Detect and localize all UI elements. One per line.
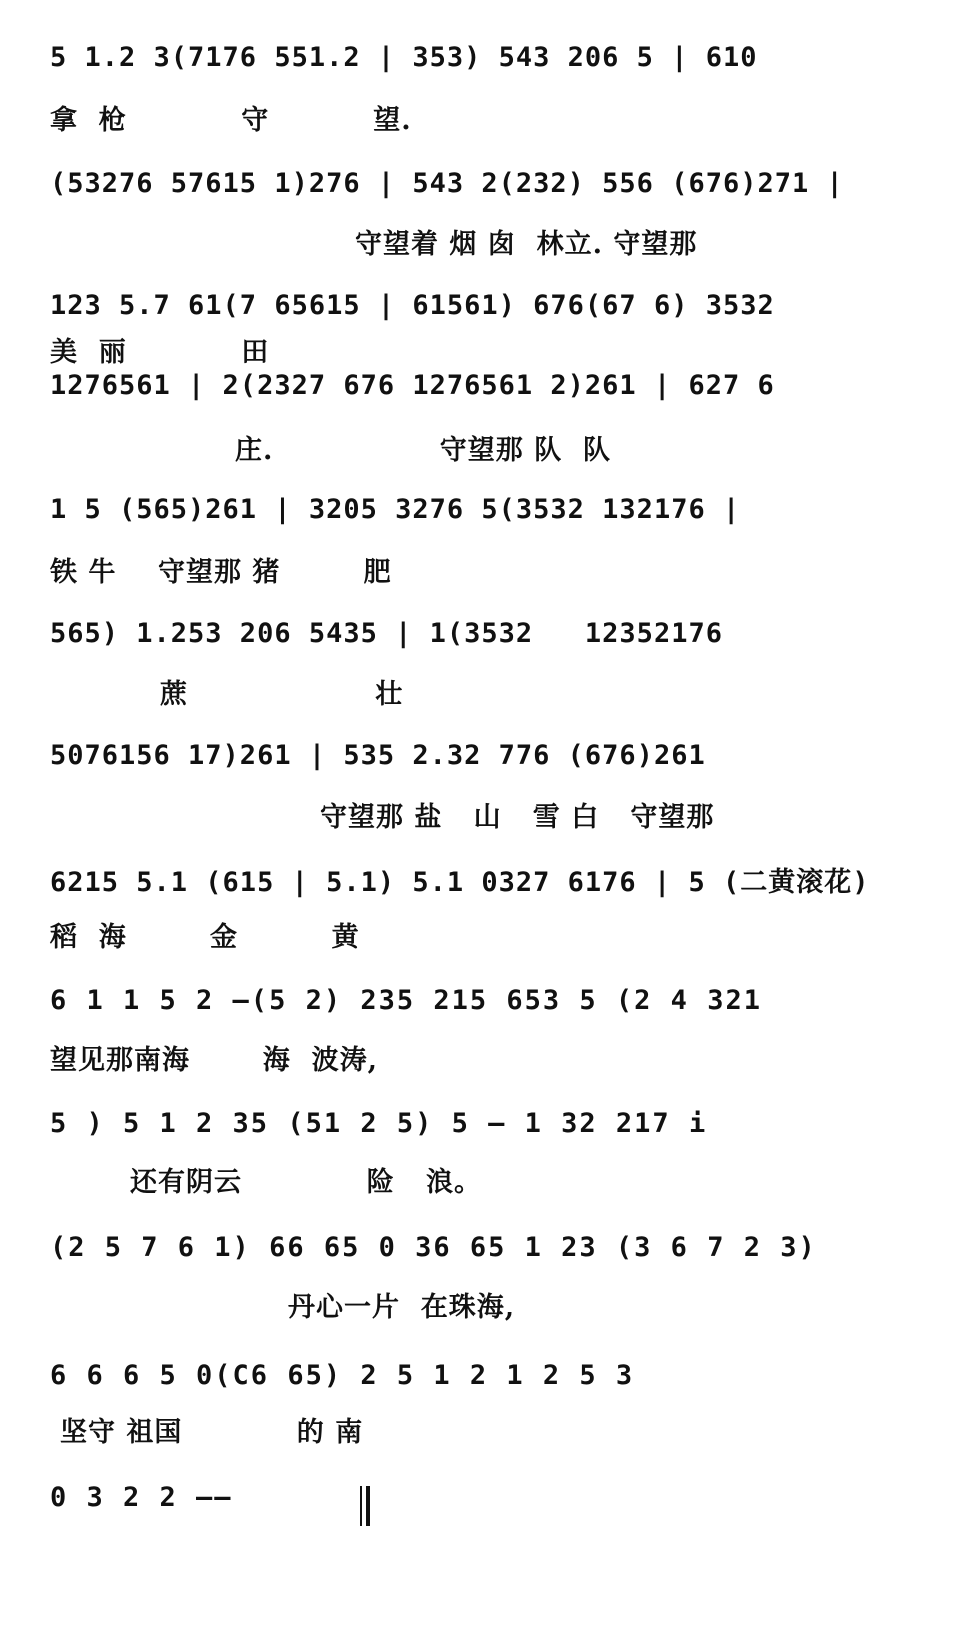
notation-line-10: 5 ) 5 1 2 35 (51 2 5) 5 — 1 32 217 i	[50, 1108, 708, 1139]
final-barline-thin	[360, 1486, 362, 1526]
lyrics-line-8: 稻 海 金 黄	[50, 922, 360, 953]
lyrics-line-4: 庄. 守望那 队 队	[235, 435, 611, 466]
lyrics-line-12: 坚守 祖国 的 南	[60, 1417, 364, 1448]
notation-line-1: 5 1.2 3(7176 551.2 | 353) 543 206 5 | 610	[50, 42, 758, 73]
lyrics-line-7: 守望那 盐 山 雪 白 守望那	[320, 802, 715, 833]
notation-line-4: 1276561 | 2(2327 676 1276561 2)261 | 627 6	[50, 370, 775, 401]
lyrics-line-5: 铁 牛 守望那 猪 肥	[50, 557, 392, 588]
notation-line-13: 0 3 2 2 ——	[50, 1482, 233, 1513]
notation-line-7: 5076156 17)261 | 535 2.32 776 (676)261	[50, 740, 706, 771]
notation-line-5: 1 5 (565)261 | 3205 3276 5(3532 132176 |	[50, 494, 741, 525]
notation-line-12: 6 6 6 5 0(C6 65) 2 5 1 2 1 2 5 3	[50, 1360, 635, 1391]
lyrics-line-2: 守望着 烟 囱 林立. 守望那	[355, 229, 698, 260]
lyrics-line-11: 丹心一片 在珠海,	[288, 1292, 516, 1323]
final-barline-thick	[366, 1486, 370, 1526]
notation-line-11: (2 5 7 6 1) 66 65 0 36 65 1 23 (3 6 7 2 3)	[50, 1232, 817, 1263]
lyrics-line-10: 还有阴云 险 浪。	[130, 1167, 482, 1198]
lyrics-line-1: 拿 枪 守 望.	[50, 105, 412, 136]
notation-line-3: 123 5.7 61(7 65615 | 61561) 676(67 6) 3532	[50, 290, 775, 321]
lyrics-line-9: 望见那南海 海 波涛,	[50, 1045, 378, 1076]
notation-line-9: 6 1 1 5 2 —(5 2) 235 215 653 5 (2 4 321	[50, 985, 762, 1016]
notation-line-2: (53276 57615 1)276 | 543 2(232) 556 (676)271 |	[50, 168, 844, 199]
lyrics-line-6: 蔗 壮	[160, 679, 404, 710]
lyrics-line-3: 美 丽 田	[50, 337, 270, 368]
notation-line-6: 565) 1.253 206 5435 | 1(3532 12352176	[50, 618, 723, 649]
notation-line-8: 6215 5.1 (615 | 5.1) 5.1 0327 6176 | 5 (二黄滚花)	[50, 867, 870, 898]
